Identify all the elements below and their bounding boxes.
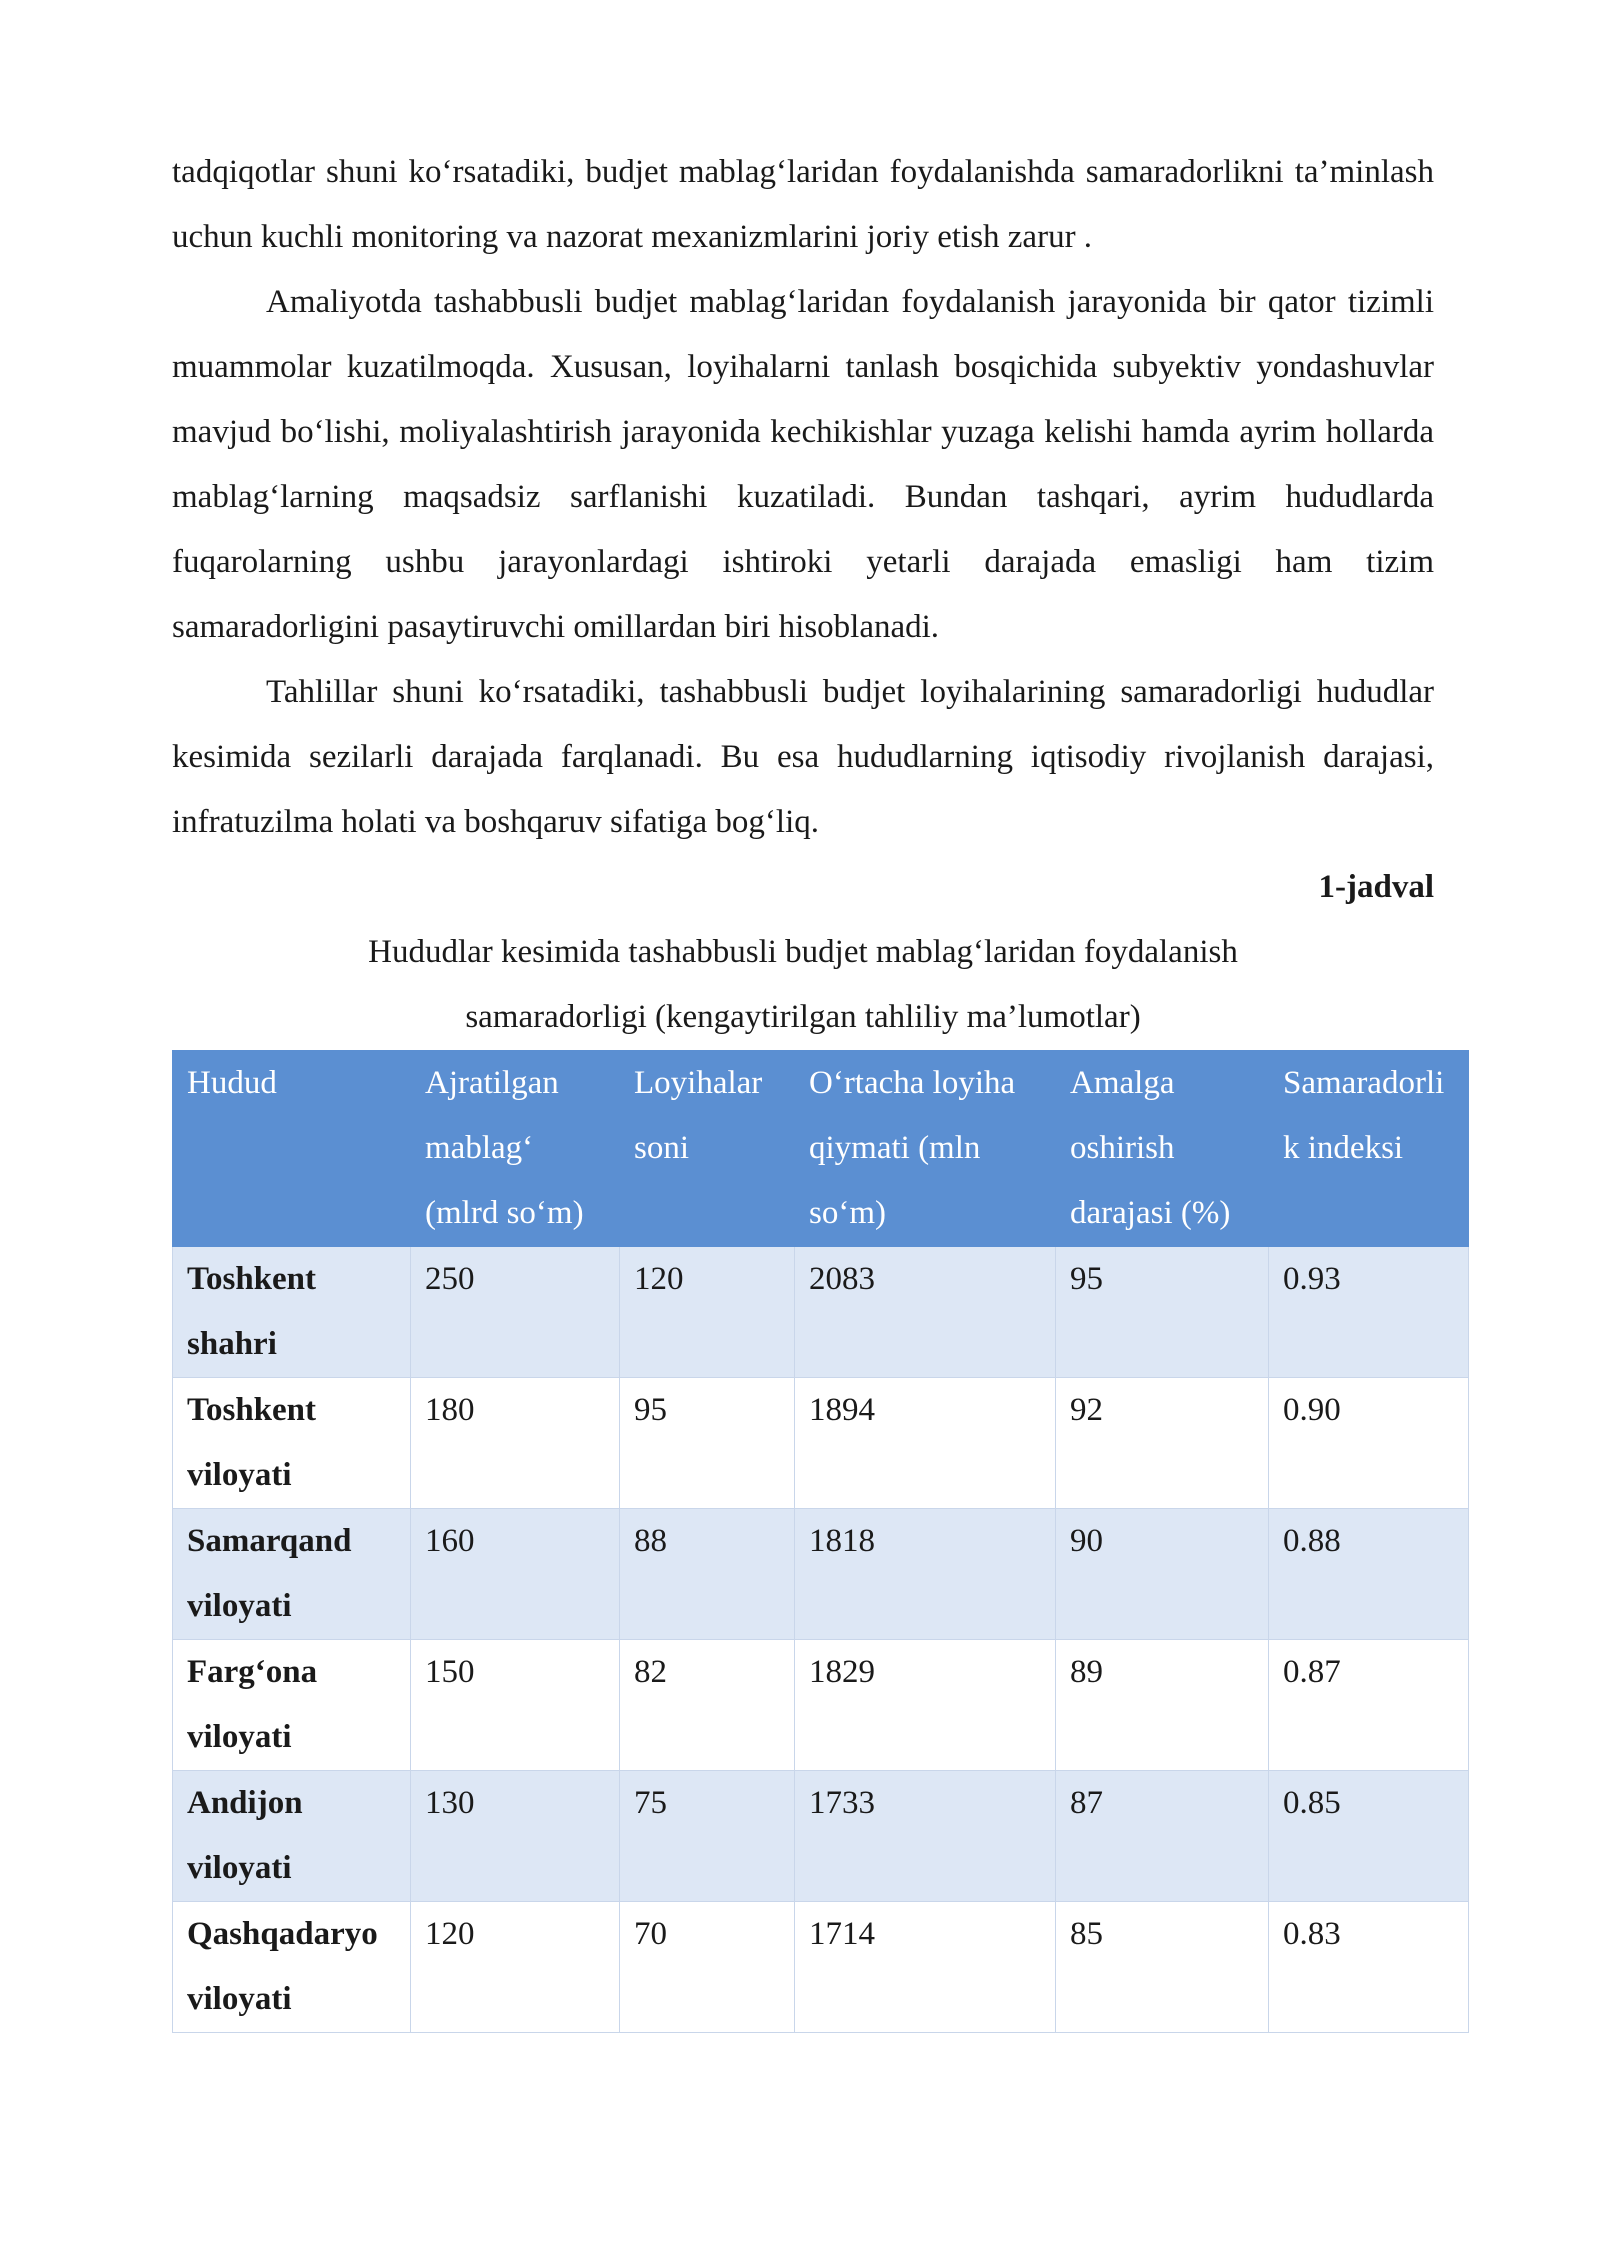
table-row — [173, 1247, 1469, 1378]
cell-implementation-rate: 89 — [1056, 1640, 1269, 1771]
cell-allocated-funds: 150 — [411, 1640, 620, 1771]
cell-allocated-funds: 120 — [411, 1902, 620, 2033]
table-caption-line-1: Hududlar kesimida tashabbusli budjet mablag‘laridan foydalanish — [368, 934, 1238, 970]
table-header-row — [173, 1051, 1469, 1247]
table-row — [173, 1640, 1469, 1771]
cell-implementation-rate: 95 — [1056, 1247, 1269, 1378]
cell-implementation-rate: 92 — [1056, 1378, 1269, 1509]
table-row — [173, 1378, 1469, 1509]
cell-efficiency-index: 0.88 — [1269, 1509, 1469, 1640]
cell-average-project-value: 1894 — [795, 1378, 1056, 1509]
header-region: Hudud — [173, 1051, 411, 1247]
cell-project-count: 95 — [620, 1378, 795, 1509]
cell-average-project-value: 1829 — [795, 1640, 1056, 1771]
header-efficiency-index: Samaradorlik indeksi — [1269, 1051, 1469, 1247]
header-project-count: Loyihalar soni — [620, 1051, 795, 1247]
table-row — [173, 1771, 1469, 1902]
cell-region: Farg‘ona viloyati — [173, 1640, 411, 1771]
cell-project-count: 88 — [620, 1509, 795, 1640]
header-average-project-value: O‘rtacha loyiha qiymati (mln so‘m) — [795, 1051, 1056, 1247]
cell-region: Samarqand viloyati — [173, 1509, 411, 1640]
cell-region: Qashqadaryo viloyati — [173, 1902, 411, 2033]
table-caption-line-2: samaradorligi (kengaytirilgan tahliliy ma’lumotlar) — [465, 999, 1141, 1035]
cell-average-project-value: 1714 — [795, 1902, 1056, 2033]
cell-allocated-funds: 180 — [411, 1378, 620, 1509]
cell-region: Toshkent shahri — [173, 1247, 411, 1378]
cell-average-project-value: 2083 — [795, 1247, 1056, 1378]
cell-average-project-value: 1733 — [795, 1771, 1056, 1902]
cell-allocated-funds: 250 — [411, 1247, 620, 1378]
cell-efficiency-index: 0.83 — [1269, 1902, 1469, 2033]
data-table — [172, 1050, 1469, 2033]
cell-efficiency-index: 0.93 — [1269, 1247, 1469, 1378]
cell-region: Toshkent viloyati — [173, 1378, 411, 1509]
table-row — [173, 1902, 1469, 2033]
cell-project-count: 82 — [620, 1640, 795, 1771]
header-allocated-funds: Ajratilgan mablag‘ (mlrd so‘m) — [411, 1051, 620, 1247]
cell-efficiency-index: 0.90 — [1269, 1378, 1469, 1509]
cell-average-project-value: 1818 — [795, 1509, 1056, 1640]
cell-project-count: 120 — [620, 1247, 795, 1378]
table-row — [173, 1509, 1469, 1640]
table-caption — [172, 920, 1434, 1050]
cell-allocated-funds: 130 — [411, 1771, 620, 1902]
cell-region: Andijon viloyati — [173, 1771, 411, 1902]
document-page — [172, 140, 1445, 2033]
cell-project-count: 70 — [620, 1902, 795, 2033]
paragraph-3: Tahlillar shuni ko‘rsatadiki, tashabbusli budjet loyihalarining samaradorligi hududlar kesimida sezilarli darajada farqlanadi. Bu esa hududlarning iqtisodiy rivojlanish darajasi, infratuzilma holati va boshqaruv sifatiga bog‘liq. — [172, 674, 1434, 840]
cell-implementation-rate: 87 — [1056, 1771, 1269, 1902]
cell-allocated-funds: 160 — [411, 1509, 620, 1640]
paragraph-1: tadqiqotlar shuni ko‘rsatadiki, budjet mablag‘laridan foydalanishda samaradorlikni ta’minlash uchun kuchli monitoring va nazorat mexanizmlarini joriy etish zarur . — [172, 154, 1434, 255]
paragraph-2: Amaliyotda tashabbusli budjet mablag‘laridan foydalanish jarayonida bir qator tizimli muammolar kuzatilmoqda. Xususan, loyihalarni tanlash bosqichida subyektiv yondashuvlar mavjud bo‘lishi, moliyalashtirish jarayonida kechikishlar yuzaga kelishi hamda ayrim hollarda mablag‘larning maqsadsiz sarflanishi kuzatiladi. Bundan tashqari, ayrim hududlarda fuqarolarning ushbu jarayonlardagi ishtiroki yetarli darajada emasligi ham tizim samaradorligini pasaytiruvchi omillardan biri hisoblanadi. — [172, 284, 1434, 645]
header-implementation-rate: Amalga oshirish darajasi (%) — [1056, 1051, 1269, 1247]
cell-efficiency-index: 0.87 — [1269, 1640, 1469, 1771]
cell-project-count: 75 — [620, 1771, 795, 1902]
table-number: 1-jadval — [1318, 869, 1434, 905]
cell-implementation-rate: 90 — [1056, 1509, 1269, 1640]
cell-implementation-rate: 85 — [1056, 1902, 1269, 2033]
cell-efficiency-index: 0.85 — [1269, 1771, 1469, 1902]
